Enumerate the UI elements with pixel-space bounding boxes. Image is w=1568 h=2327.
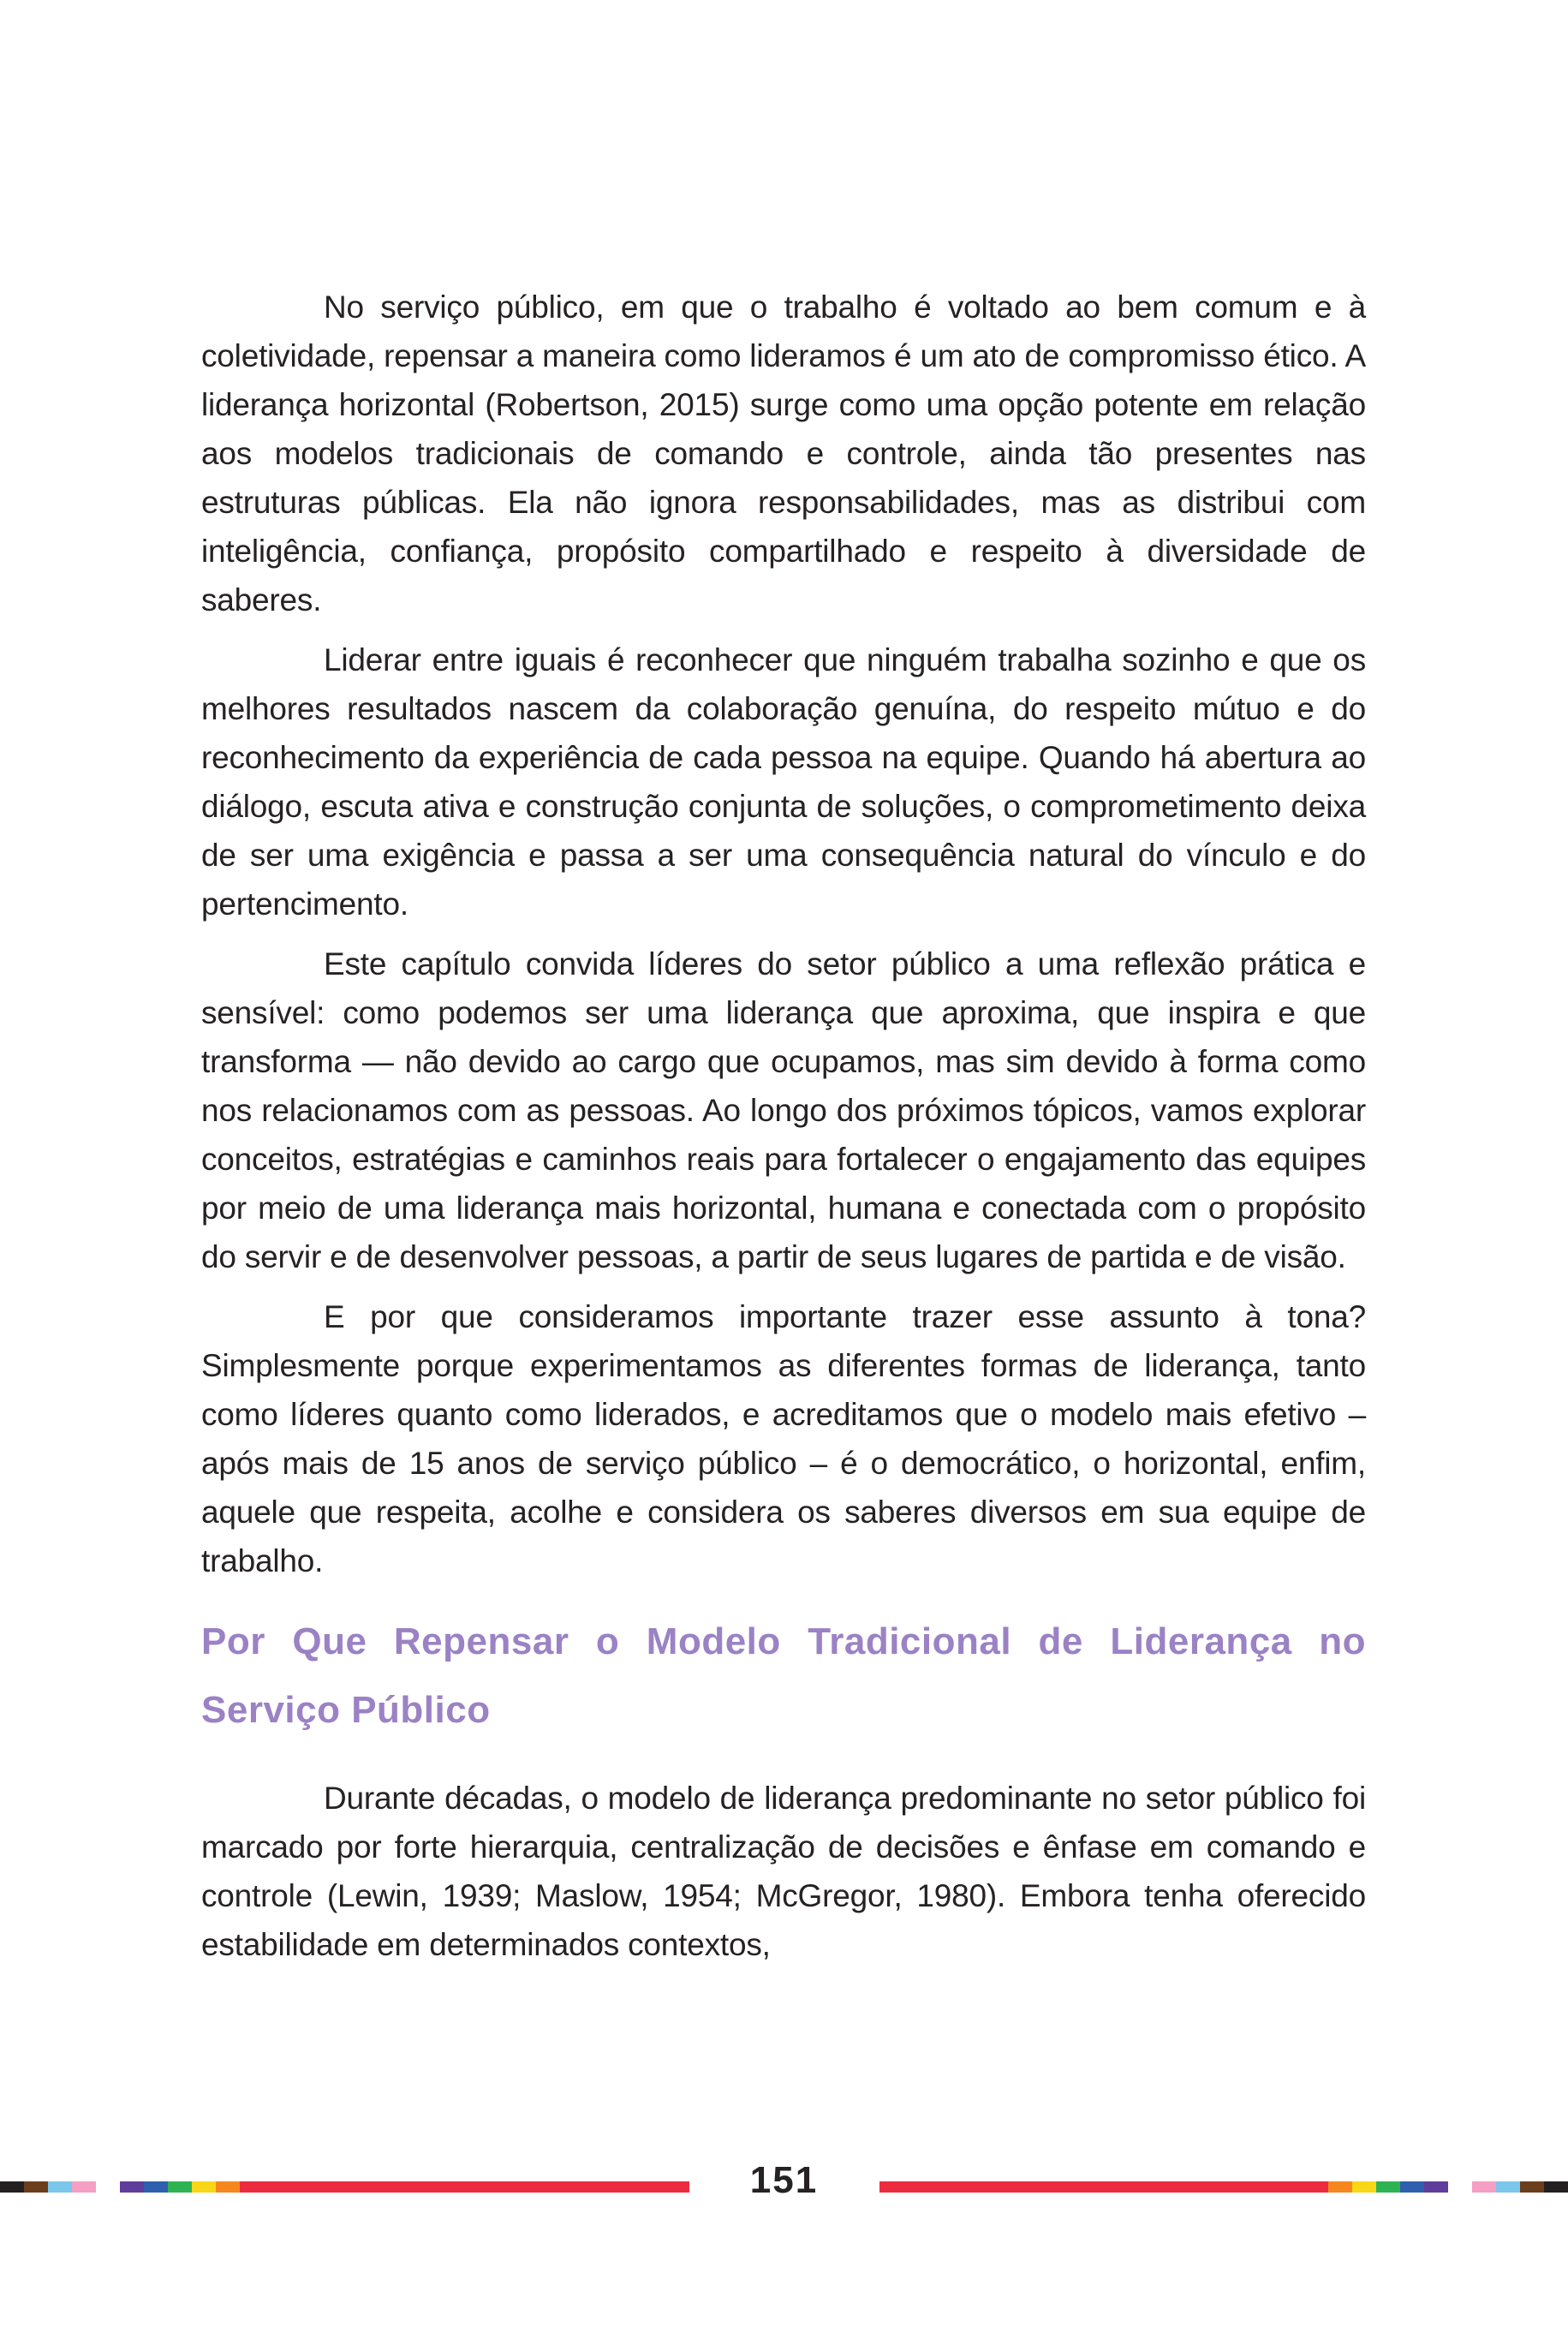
body-paragraph: Este capítulo convida líderes do setor público a uma reflexão prática e sensível: como podemos ser uma liderança que aproxima, que inspira e que transforma — não devido ao cargo que ocupamos, mas sim devido à forma como nos relacionamos com as pessoas. Ao longo dos próximos tópicos, vamos explorar conceitos, estratégias e caminhos reais para fortalecer o engajamento das equipes por meio de uma liderança mais horizontal, humana e conectada com o propósito do servir e de desenvolver pessoas, a partir de seus lugares de partida e de visão. (201, 946, 1366, 1274)
text-column (201, 283, 1366, 1980)
section-heading-line2: Serviço Público (201, 1689, 491, 1731)
section-heading (201, 1608, 1366, 1745)
body-paragraph: Durante décadas, o modelo de liderança predominante no setor público foi marcado por forte hierarquia, centralização de decisões e ênfase em comando e controle (Lewin, 1939; Maslow, 1954; McGregor, 1980). Embora tenha oferecido estabilidade em determinados contextos, (201, 1781, 1366, 1962)
body-paragraph: No serviço público, em que o trabalho é voltado ao bem comum e à coletividade, repensar a maneira como lideramos é um ato de compromisso ético. A liderança horizontal (Robertson, 2015) surge como uma opção potente em relação aos modelos tradicionais de comando e controle, ainda tão presentes nas estruturas públicas. Ela não ignora responsabilidades, mas as distribui com inteligência, confiança, propósito compartilhado e respeito à diversidade de saberes. (201, 289, 1366, 618)
section-heading-line1: Por Que Repensar o Modelo Tradicional de Liderança no (201, 1620, 1366, 1662)
page-number: 151 (749, 2159, 819, 2201)
body-paragraph: Liderar entre iguais é reconhecer que ninguém trabalha sozinho e que os melhores resultados nascem da colaboração genuína, do respeito mútuo e do reconhecimento da experiência de cada pessoa na equipe. Quando há abertura ao diálogo, escuta ativa e construção conjunta de soluções, o comprometimento deixa de ser uma exigência e passa a ser uma consequência natural do vínculo e do pertencimento. (201, 642, 1366, 922)
body-paragraph: E por que consideramos importante trazer esse assunto à tona? Simplesmente porque experimentamos as diferentes formas de liderança, tanto como líderes quanto como liderados, e acreditamos que o modelo mais efetivo – após mais de 15 anos de serviço público – é o democrático, o horizontal, enfim, aquele que respeita, acolhe e considera os saberes diversos em sua equipe de trabalho. (201, 1299, 1366, 1578)
